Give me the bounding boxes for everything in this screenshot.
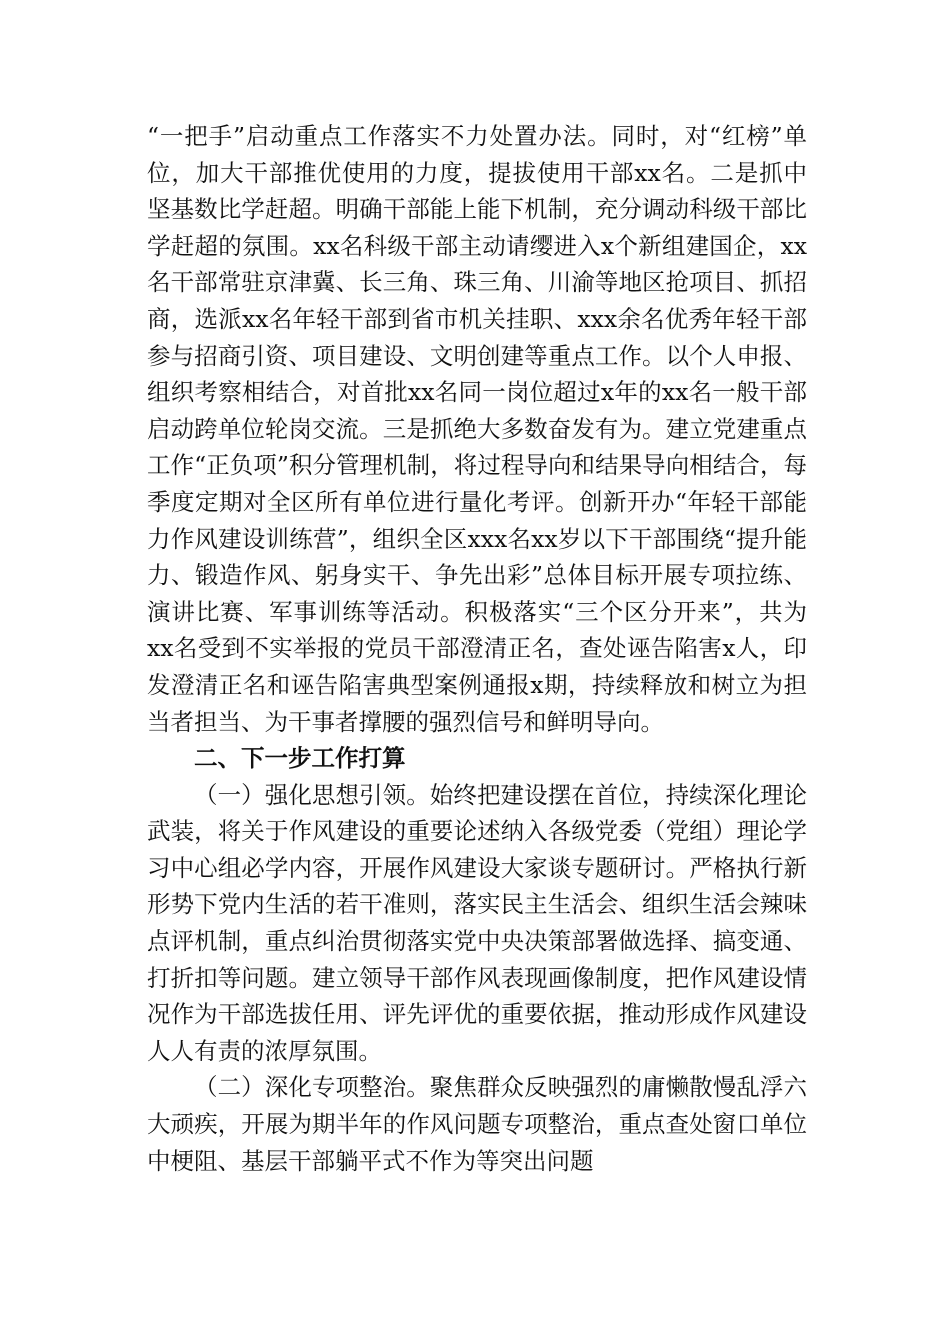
paragraph-special-rectification: （二）深化专项整治。聚焦群众反映强烈的庸懒散慢乱浮六大顽疾，开展为期半年的作风问题专项整治，重点查处窗口单位中梗阻、基层干部躺平式不作为等突出问题 — [147, 1073, 807, 1175]
paragraph-cadre-management: “一把手”启动重点工作落实不力处置办法。同时，对“红榜”单位，加大干部推优使用的力度，提拔使用干部xx名。二是抓中坚基数比学赶超。明确干部能上能下机制，充分调动科级干部比学赶超的氛围。xx名科级干部主动请缨进入x个新组建国企，xx名干部常驻京津冀、长三角、珠三角、川渝等地区抢项目、抓招商，选派xx名年轻干部到省市机关挂职、xxx余名优秀年轻干部参与招商引资、项目建设、文明创建等重点工作。以个人申报、组织考察相结合，对首批xx名同一岗位超过x年的xx名一般干部启动跨单位轮岗交流。三是抓绝大多数奋发有为。建立党建重点工作“正负项”积分管理机制，将过程导向和结果导向相结合，每季度定期对全区所有单位进行量化考评。创新开办“年轻干部能力作风建设训练营”，组织全区xxx名xx岁以下干部围绕“提升能力、锻造作风、躬身实干、争先出彩”总体目标开展专项拉练、演讲比赛、军事训练等活动。积极落实“三个区分开来”，共为xx名受到不实举报的党员干部澄清正名，查处诬告陷害x人，印发澄清正名和诬告陷害典型案例通报x期，持续释放和树立为担当者担当、为干事者撑腰的强烈信号和鲜明导向。 — [147, 122, 807, 736]
section-heading-next-steps: 二、下一步工作打算 — [194, 744, 406, 773]
document-body — [147, 118, 807, 1179]
paragraph-ideological-guidance: （一）强化思想引领。始终把建设摆在首位，持续深化理论武装，将关于作风建设的重要论述纳入各级党委（党组）理论学习中心组必学内容，开展作风建设大家谈专题研讨。严格执行新形势下党内生活的若干准则，落实民主生活会、组织生活会辣味点评机制，重点纠治贯彻落实党中央决策部署做选择、搞变通、打折扣等问题。建立领导干部作风表现画像制度，把作风建设情况作为干部选拔任用、评先评优的重要依据，推动形成作风建设人人有责的浓厚氛围。 — [147, 780, 807, 1065]
